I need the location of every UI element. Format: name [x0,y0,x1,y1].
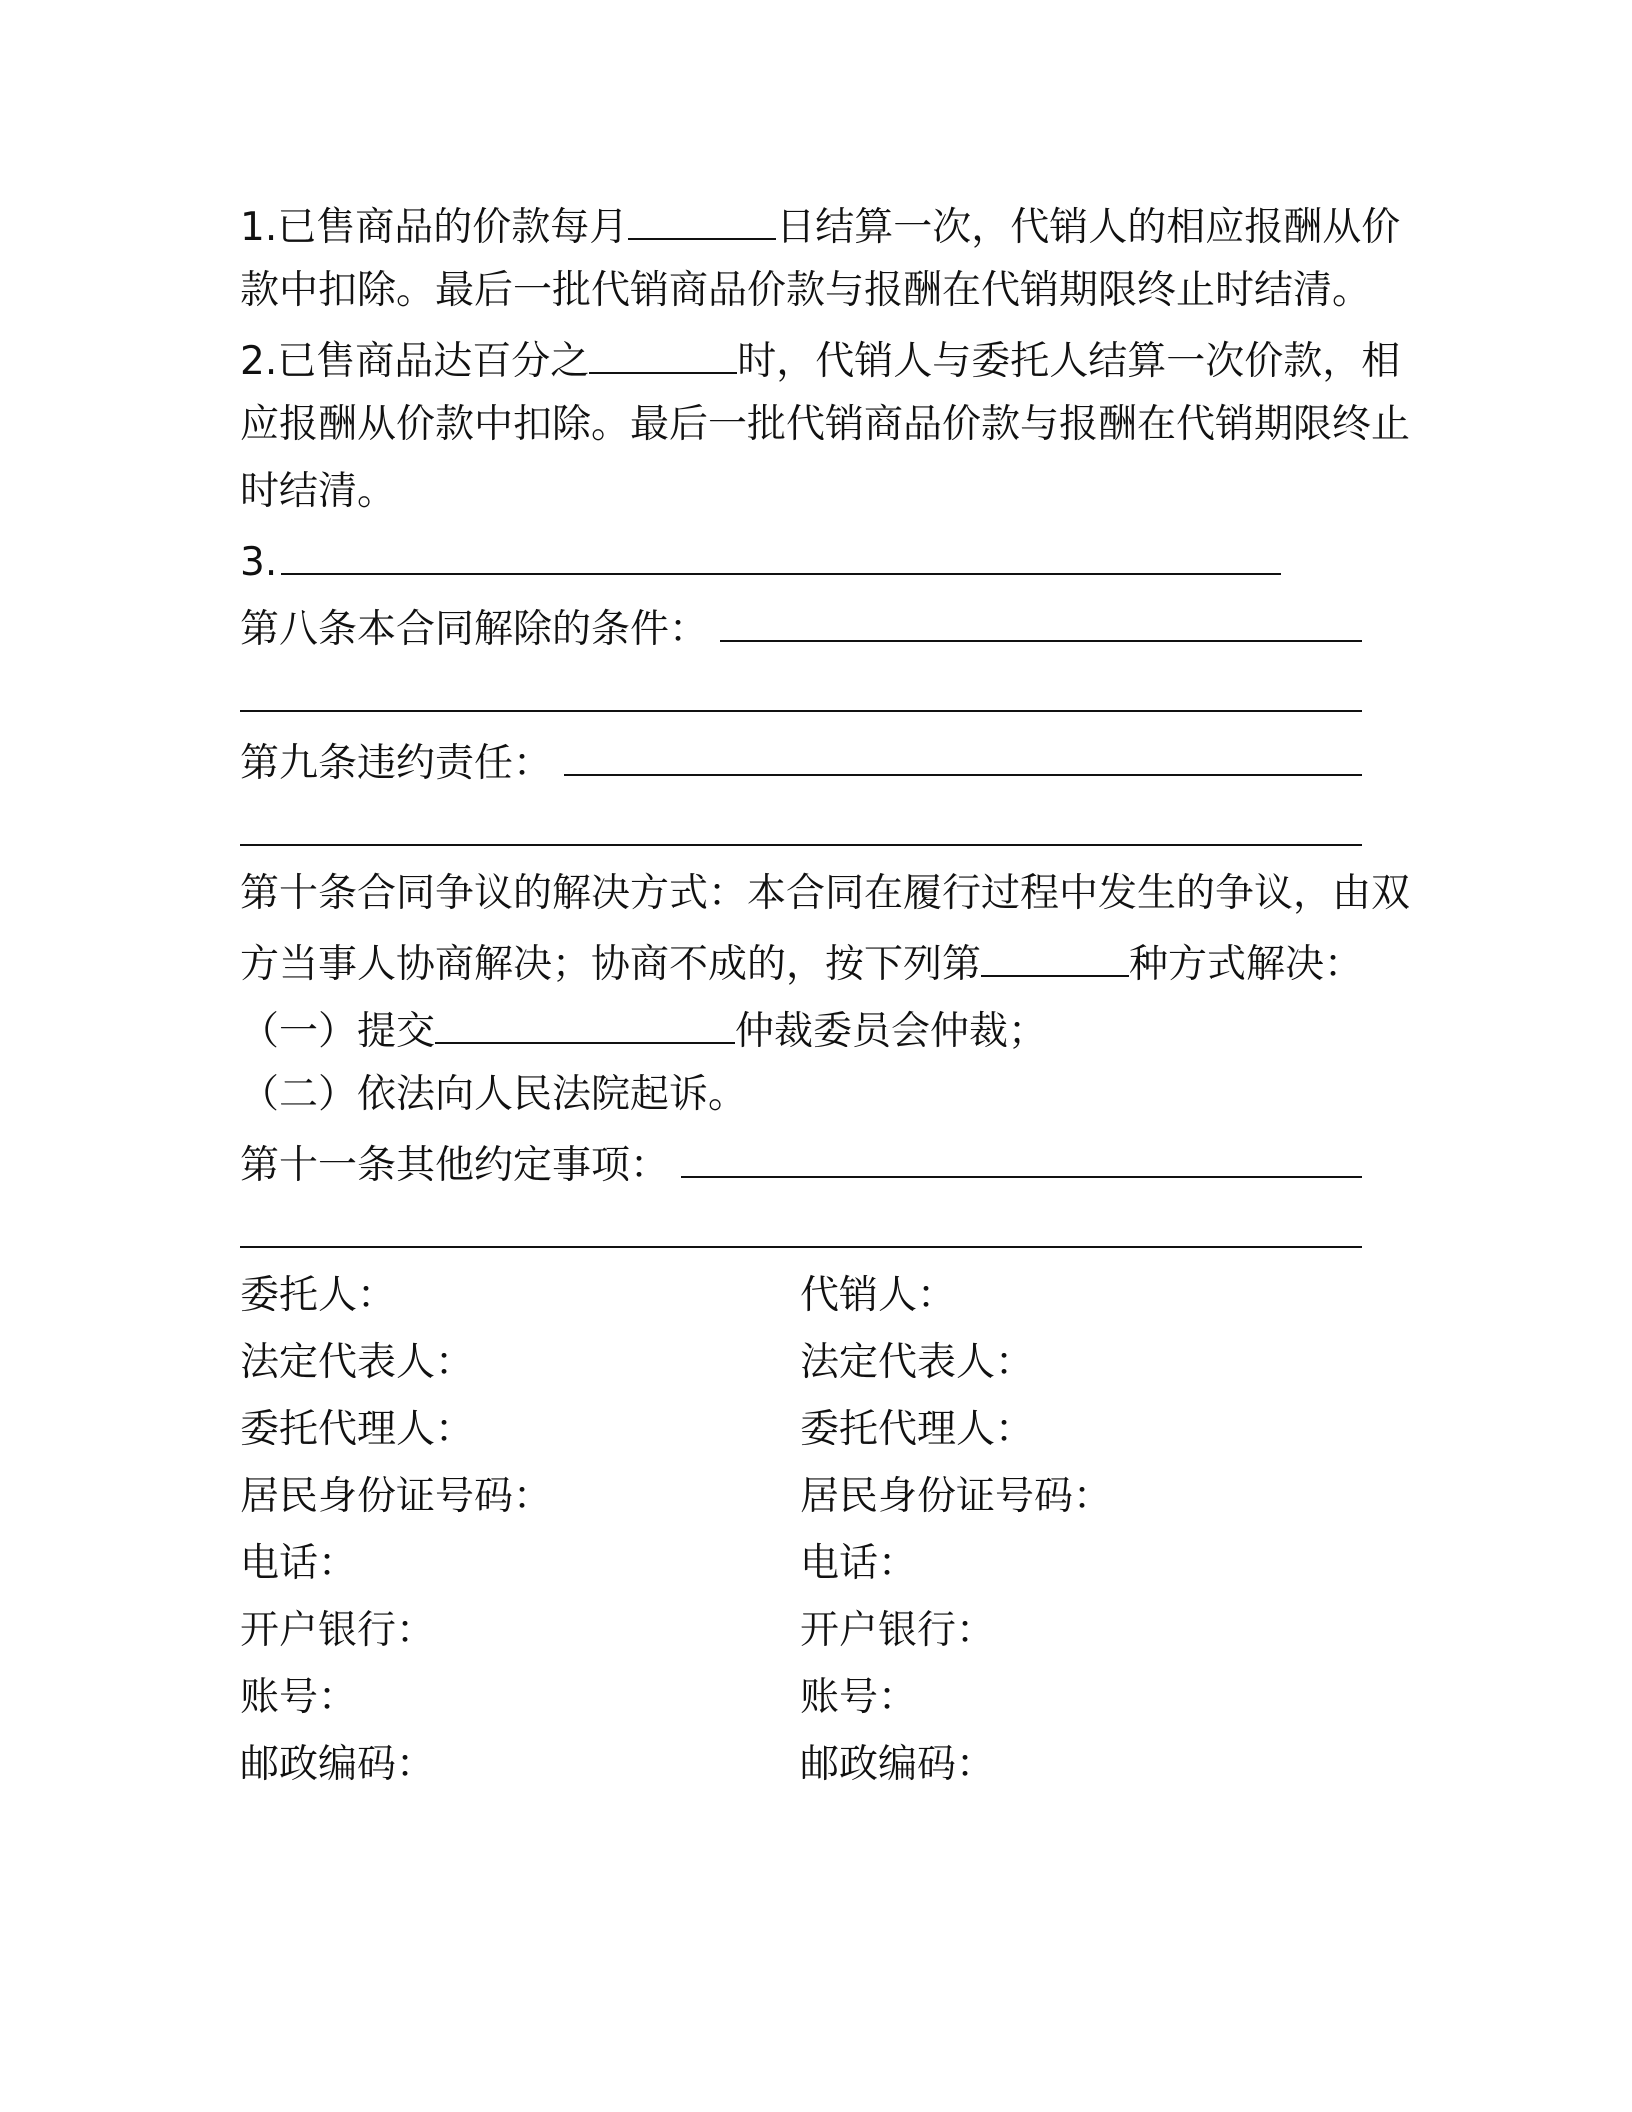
article10-line1 [240,860,1411,927]
article9-label: 第九条违约责任： [240,741,553,786]
article8-line [240,592,1362,659]
option1-text-b: 仲裁委员会仲裁； [735,1009,1048,1054]
blank-article8-continued [240,659,1362,726]
agent-postcode-label: 邮政编码： [800,1742,996,1787]
agent-proxy-label: 委托代理人： [800,1407,1035,1452]
consignor-account-label: 账号： [240,1675,358,1720]
agent-account-label: 账号： [800,1675,918,1720]
option1-line [240,994,1362,1061]
blank-article8 [720,592,1362,642]
article8-label: 第八条本合同解除的条件： [240,607,709,652]
article10-text-a: 第十条合同争议的解决方式：本合同在履行过程中发生的争议，由双 [240,871,1411,916]
option2-text: （二）依法向人民法院起诉。 [240,1072,748,1117]
contract-body [240,190,1411,1798]
agent-legal-rep-label: 法定代表人： [800,1340,1035,1385]
clause-item2-text-d: 时结清。 [240,469,397,514]
clause-item3-text: 3. [240,540,278,585]
clause-item2-text-b: 时，代销人与委托人结算一次价款，相 [737,339,1401,384]
article11-line [240,1128,1362,1195]
blank-percentage [589,324,737,374]
agent-phone-label: 电话： [800,1541,918,1586]
blank-article9-continued [240,793,1362,860]
clause-item3-line [240,525,1362,592]
clause-item1-line2 [240,257,1372,324]
blank-article11 [681,1128,1362,1178]
option1-text-a: （一）提交 [240,1009,436,1054]
consignor-phone-label: 电话： [240,1541,358,1586]
clause-item1-text-a: 1.已售商品的价款每月 [240,205,629,250]
option2-line [240,1061,1362,1128]
blank-item3 [281,525,1281,575]
consignor-id-number-label: 居民身份证号码： [240,1474,553,1519]
consignor-bank-label: 开户银行： [240,1608,436,1653]
blank-arbitration-commission [435,994,735,1044]
clause-item2-text-a: 2.已售商品达百分之 [240,339,590,384]
article10-text-b2: 种方式解决： [1129,942,1364,987]
consignor-legal-rep-label: 法定代表人： [240,1340,475,1385]
clause-item2-line1 [240,324,1401,391]
consignor-postcode-label: 邮政编码： [240,1742,436,1787]
article11-label: 第十一条其他约定事项： [240,1143,670,1188]
blank-settlement-day [628,190,776,240]
consignor-proxy-label: 委托代理人： [240,1407,475,1452]
consignor-label: 委托人： [240,1273,397,1318]
clause-item1-text-b: 日结算一次，代销人的相应报酬从价 [776,205,1401,250]
clause-item2-line2 [240,391,1411,458]
clause-item1-text-c: 款中扣除。最后一批代销商品价款与报酬在代销期限终止时结清。 [240,268,1372,313]
clause-item1-line1 [240,190,1401,257]
article9-line [240,726,1362,793]
blank-article11-continued [240,1195,1362,1262]
agent-label: 代销人： [800,1273,957,1318]
clause-item2-line3 [240,458,1362,525]
agent-bank-label: 开户银行： [800,1608,996,1653]
signature-block [240,1262,1362,1798]
blank-article9 [564,726,1362,776]
blank-resolution-method [981,927,1129,977]
clause-item2-text-c: 应报酬从价款中扣除。最后一批代销商品价款与报酬在代销期限终止 [240,402,1411,447]
article10-line2 [240,927,1362,994]
agent-id-number-label: 居民身份证号码： [800,1474,1113,1519]
article10-text-b1: 方当事人协商解决；协商不成的，按下列第 [240,942,982,987]
